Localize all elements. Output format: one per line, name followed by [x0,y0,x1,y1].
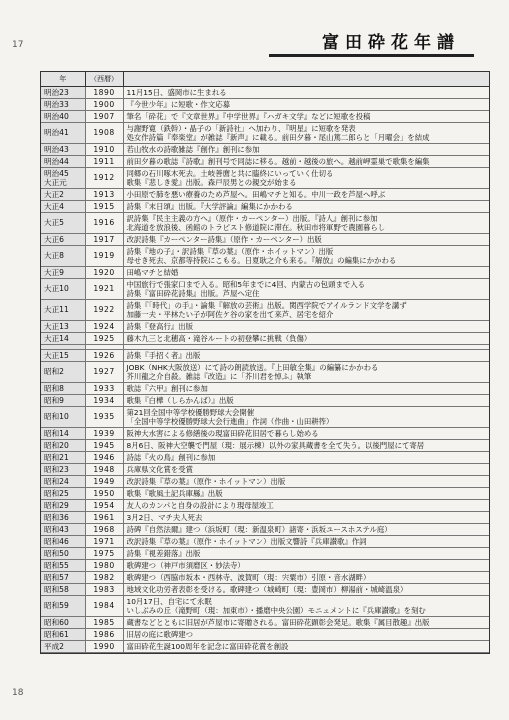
table-row [41,439,489,451]
event-line: 詩集『富田砕花詩集』出版。芦屋へ定住 [126,288,260,298]
year-cell: 1926 [85,349,123,361]
event-cell: 小田原で肺を悪い療養のため芦屋へ。田嶋マチと知る。中川一政を芦屋へ呼ぶ [123,188,489,200]
era-cell: 昭和55 [41,559,85,571]
year-cell: 1934 [85,394,123,406]
year-cell: 1935 [85,406,123,427]
event-line: 第21回全国中等学校優勝野球大会開催 [126,407,255,417]
event-cell: 詩集『登高行』出版 [123,320,489,332]
table-row [41,278,489,299]
event-cell [123,245,489,266]
year-cell: 1924 [85,320,123,332]
table-row [41,382,489,394]
era-cell: 昭和58 [41,583,85,595]
table-row [41,571,489,583]
era-cell: 昭和36 [41,511,85,523]
year-cell: 1954 [85,499,123,511]
event-line: 加藤一夫・平林たい子が阿佐ケ谷の家を出て来芦、居宅を紹介 [126,309,334,319]
era-cell: 昭和29 [41,499,85,511]
event-line: 詩集『「時代」の手』・論集『解放の芸術』出版。関西学院でアイルランド文学を講ず [126,300,407,310]
table-row [41,406,489,427]
event-cell: 旧居の庭に歌碑建つ [123,628,489,640]
table-row [41,110,489,122]
event-cell: 歌集『白樺（しらかんば）』出版 [123,394,489,406]
year-cell: 1990 [85,640,123,652]
table-row [41,547,489,559]
event-cell: 詩集『視差錯落』出版 [123,547,489,559]
year-cell: 1939 [85,427,123,439]
year-cell: 1911 [85,155,123,167]
table-row [41,511,489,523]
event-cell: 8月6日、阪神大空襲で門屋（現：展示棟）以外の家具蔵書を全て失う。以後門屋にて寄居 [123,439,489,451]
year-cell: 1983 [85,583,123,595]
event-cell: 阪神大水害による修繕後の現富田砕花旧居で暮らし始める [123,427,489,439]
year-cell: 1890 [85,86,123,98]
era-cell: 昭和2 [41,361,85,382]
year-cell: 1986 [85,628,123,640]
event-cell: 田嶋マチと結婚 [123,266,489,278]
year-cell: 1913 [85,188,123,200]
table-body [41,86,489,652]
event-cell: 『今世少年』に短歌・作文応募 [123,98,489,110]
table-row [41,86,489,98]
table-row [41,475,489,487]
table-row [41,463,489,475]
year-cell: 1975 [85,547,123,559]
event-line: 与謝野寛（鉄幹）・晶子の「新詩社」へ加わり、『明星』に短歌を発表 [126,123,356,133]
era-cell: 明治23 [41,86,85,98]
event-cell: 富田砕花生誕100周年を記念に富田砕花賞を創設 [123,640,489,652]
era-cell: 大正13 [41,320,85,332]
event-cell: 地域文化功労者表彰を受ける。歌碑建つ（城崎町（現：豊岡市）柳湯前・城崎温泉） [123,583,489,595]
event-line: 10月17日、自宅にて永眠 [126,596,212,606]
event-line: 中国旅行で張家口まで入る。昭和5年までに4回、内蒙古の包頭まで入る [126,279,366,289]
era-cell: 明治33 [41,98,85,110]
event-cell [123,212,489,233]
table-row [41,122,489,143]
era-cell: 昭和24 [41,475,85,487]
event-cell [123,595,489,616]
page-title: 富田砕花年譜 [322,33,460,53]
year-cell: 1927 [85,361,123,382]
event-cell: 改訳詩集『カーペンター詩集』（原作・カーペンター）出版 [123,233,489,245]
table-row [41,98,489,110]
table-row [41,640,489,652]
era-cell: 昭和60 [41,616,85,628]
event-cell: 11月15日、盛岡市に生まれる [123,86,489,98]
event-cell [123,299,489,320]
table-row [41,487,489,499]
title-band [264,24,486,62]
year-cell: 1921 [85,278,123,299]
era-cell: 大正6 [41,233,85,245]
era-cell: 大正2 [41,188,85,200]
table-header-row [41,72,489,86]
table-row [41,499,489,511]
event-line: 母せき死去、京都等持院にこもる。日夏耿之介も来る。『解放』の編集にかかわる [126,255,397,265]
header-event [123,72,489,86]
era-cell: 昭和10 [41,406,85,427]
event-line: JOBK（NHK大阪放送）にて詩の朗読放送。『上田敏全集』の編纂にかかわる [126,362,379,372]
event-line: 歌集『悲しき愛』出版。森戸辰男との親交が始まる [126,177,297,187]
event-cell: 3月2日、マチ夫人死去 [123,511,489,523]
event-line: 同郷の石川啄木死去。土岐善麿と共に臨終にいっていく仕切る [126,168,334,178]
table-row [41,167,489,188]
era-cell: 昭和61 [41,628,85,640]
event-line: 処女作詩篇『奉楽堂』が雑誌『新声』に載る。前田夕暮・尾山篤二郎らと「月曜会」を結成 [126,132,430,142]
table-row [41,535,489,547]
event-cell [123,278,489,299]
event-line: 訳詩集『民主主義の方へ』（原作・カーペンター）出版。『詩人』創刊に参加 [126,213,378,223]
era-cell: 昭和46 [41,535,85,547]
era-cell: 昭和9 [41,394,85,406]
year-cell: 1945 [85,439,123,451]
table-row [41,394,489,406]
event-cell: 歌誌『六甲』創刊に参加 [123,382,489,394]
year-cell: 1950 [85,487,123,499]
event-cell: 前田夕暮の歌誌『詩歌』創刊号で同誌に移る。越前・越後の旅へ。越前岬霊巣で歌集を編集 [123,155,489,167]
event-cell [123,406,489,427]
event-line: 詩集『地の子』・訳詩集『草の葉』（原作・ホイットマン）出版 [126,246,334,256]
event-cell: 歌碑建つ（神戸市須磨区・妙法寺） [123,559,489,571]
year-cell: 1908 [85,122,123,143]
event-line: 芥川龍之介自殺。雑誌『改造』に「芥川君を悼ふ」執筆 [126,371,312,381]
table-row [41,559,489,571]
table-row [41,212,489,233]
table-row [41,583,489,595]
era-cell: 昭和20 [41,439,85,451]
event-cell: 藤木九三と北穂高・滝谷ルートの初登攀に挑戦（負傷） [123,332,489,344]
year-cell: 1933 [85,382,123,394]
year-cell: 1948 [85,463,123,475]
year-cell: 1907 [85,110,123,122]
era-cell: 平成2 [41,640,85,652]
era-cell: 明治40 [41,110,85,122]
year-cell: 1925 [85,332,123,344]
event-cell: 詩碑『自然法爾』建つ（浜坂町（現：新温泉町）諸寄・浜坂ユースホステル庭） [123,523,489,535]
era-cell: 昭和21 [41,451,85,463]
event-cell: 改訳詩集『草の葉』（原作・ホイットマン）出版文響詩『兵庫讃歌』作詞 [123,535,489,547]
year-cell: 1916 [85,212,123,233]
era-cell: 大正5 [41,212,85,233]
chronology-table [40,71,490,654]
page-number-bottom: 18 [12,688,24,698]
table-row [41,349,489,361]
table-row [41,320,489,332]
event-cell [123,361,489,382]
table-row [41,616,489,628]
era-cell: 大正14 [41,332,85,344]
table-row [41,200,489,212]
year-cell: 1980 [85,559,123,571]
table-row [41,245,489,266]
event-cell: 蔵書などとともに旧居が芦屋市に寄贈される。富田砕花顕彰会発足。歌集『属目散趣』出版 [123,616,489,628]
era-cell: 昭和57 [41,571,85,583]
event-line: 北海道を放浪後、函館のトラピスト修道院に滞在。秋田市将軍野で農園暮らし [126,222,386,232]
event-cell: 筆名「砕花」で『文章世界』『中学世界』『ハガキ文学』などに短歌を投稿 [123,110,489,122]
year-cell: 1922 [85,299,123,320]
table-row [41,233,489,245]
event-line: 「全国中等学校優勝野球大会行進曲」作詞（作曲・山田耕筰） [126,416,334,426]
event-cell: 詩集『手招く者』出版 [123,349,489,361]
header-era: 年 [41,72,85,86]
era-cell: 昭和43 [41,523,85,535]
era-cell: 昭和25 [41,487,85,499]
year-cell: 1915 [85,200,123,212]
event-cell: 友人のカンパと自身の設計により現母屋竣工 [123,499,489,511]
era-cell: 昭和59 [41,595,85,616]
event-cell: 歌碑建つ（西脇市坂本・西林寺、波賀町（現：宍粟市）引原・音水湖畔） [123,571,489,583]
era-cell: 明治44 [41,155,85,167]
year-cell: 1982 [85,571,123,583]
event-cell: 若山牧水の詩歌雑誌『創作』創刊に参加 [123,143,489,155]
table-row [41,628,489,640]
year-cell: 1984 [85,595,123,616]
year-cell: 1949 [85,475,123,487]
year-cell: 1946 [85,451,123,463]
era-cell: 大正8 [41,245,85,266]
event-cell: 詩集『末日頌』出版。『大学評論』編集にかかわる [123,200,489,212]
year-cell: 1910 [85,143,123,155]
era-cell: 大正11 [41,299,85,320]
table-row [41,361,489,382]
year-cell: 1919 [85,245,123,266]
table-row [41,595,489,616]
event-cell: 詩誌『火の鳥』創刊に参加 [123,451,489,463]
year-cell: 1968 [85,523,123,535]
era-cell: 大正10 [41,278,85,299]
year-cell: 1961 [85,511,123,523]
year-cell: 1917 [85,233,123,245]
table-row [41,143,489,155]
table-row [41,299,489,320]
event-cell: 兵庫県文化賞を受賞 [123,463,489,475]
era-cell: 大正4 [41,200,85,212]
table-row [41,427,489,439]
table-row [41,266,489,278]
era-cell: 大正15 [41,349,85,361]
year-cell: 1900 [85,98,123,110]
table-row [41,188,489,200]
era-cell: 昭和14 [41,427,85,439]
table-row [41,155,489,167]
header-year: （西暦） [85,72,123,86]
year-cell: 1971 [85,535,123,547]
table-row [41,451,489,463]
event-cell [123,122,489,143]
page-number-top: 17 [12,40,24,50]
table-row [41,332,489,344]
event-cell: 改訳詩集『草の葉』（原作・ホイットマン）出版 [123,475,489,487]
event-cell [123,167,489,188]
era-cell: 明治43 [41,143,85,155]
year-cell: 1985 [85,616,123,628]
title-underline [269,54,474,57]
table-row [41,523,489,535]
year-cell: 1920 [85,266,123,278]
event-line: いしぶみの丘（滝野町（現：加東市）・播磨中央公園）モニュメントに『兵庫讃歌』を刻む [126,605,426,615]
era-cell: 昭和23 [41,463,85,475]
era-cell: 明治45 大正元 [41,167,85,188]
era-cell: 大正9 [41,266,85,278]
year-cell: 1912 [85,167,123,188]
era-cell: 明治41 [41,122,85,143]
event-cell: 歌集『歌風土記兵庫縣』出版 [123,487,489,499]
era-cell: 昭和50 [41,547,85,559]
era-cell: 昭和8 [41,382,85,394]
